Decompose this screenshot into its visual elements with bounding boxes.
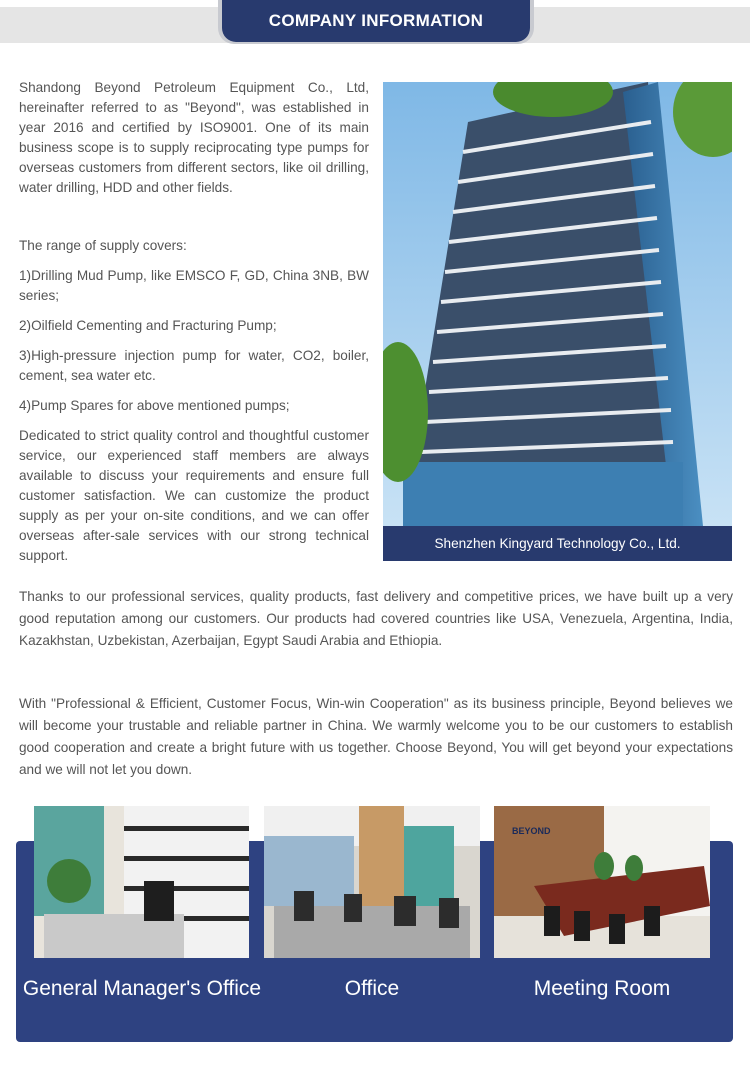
office-photo [264,806,480,958]
building-illustration [383,82,732,561]
svg-text:BEYOND: BEYOND [512,826,551,836]
principle-paragraph: With "Professional & Efficient, Customer Focus, Win-win Cooperation" as its business principle, Beyond believes we will become your trustable and reliable partner in China. We warmly welcome you to be our customers to establish good cooperation and create a bright future with us together. Choose Beyond, You will get beyond your expectations and we will not let you down. [19,696,733,777]
intro-text [19,78,369,566]
meeting-room-photo [494,806,710,958]
photo-label: Meeting Room [533,977,671,1000]
building-photo [383,82,732,561]
gm-office-photo [34,806,249,958]
supply-item: 2)Oilfield Cementing and Fracturing Pump; [19,318,277,333]
section-title: COMPANY INFORMATION [222,0,530,42]
quality-paragraph: Dedicated to strict quality control and thoughtful customer service, our experienced staff members are always available to discuss your requirements and ensure full customer satisfaction. We can customize the product supply as per your on-site conditions, and we can offer overseas after-sale services with our strong technical support. [19,428,369,563]
supply-item: 3)High-pressure injection pump for water, CO2, boiler, cement, sea water etc. [19,348,369,383]
photo-label: General Manager's Office [22,977,262,1000]
intro-paragraph: Shandong Beyond Petroleum Equipment Co., Ltd, hereinafter referred to as "Beyond", was established in year 2016 and certified by ISO9001. One of its main business scope is to supply reciprocating type pumps for overseas customers from different sectors, like oil drilling, water drilling, HDD and other fields. [19,80,369,195]
supply-item: 1)Drilling Mud Pump, like EMSCO F, GD, China 3NB, BW series; [19,268,369,303]
supply-range-title: The range of supply covers: [19,238,187,253]
building-caption: Shenzhen Kingyard Technology Co., Ltd. [383,526,732,561]
reputation-paragraph: Thanks to our professional services, quality products, fast delivery and competitive prices, we have built up a very good reputation among our customers. Our products had covered countries like USA, Venezuela, Argentina, India, Kazakhstan, Uzbekistan, Azerbaijan, Egypt Saudi Arabia and Ethiopia. [19,589,733,648]
photo-label: Office [344,977,400,1000]
supply-item: 4)Pump Spares for above mentioned pumps; [19,398,290,413]
